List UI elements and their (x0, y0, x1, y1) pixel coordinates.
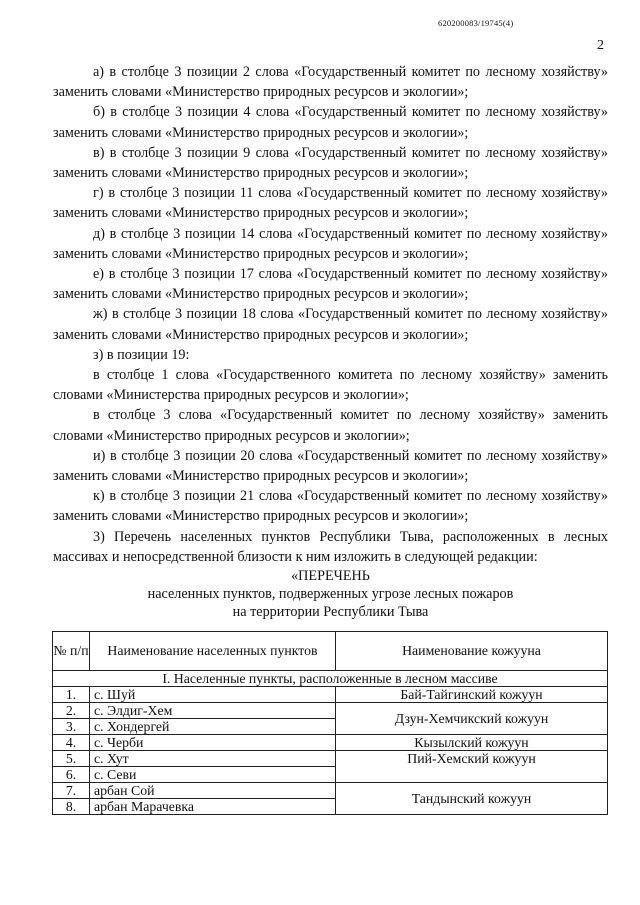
settlement-name: с. Черби (90, 735, 336, 751)
settlement-name: с. Хондергей (90, 719, 336, 735)
table-row (53, 783, 608, 799)
kozhuun-name: Бай-Тайгинский кожуун (336, 687, 608, 703)
title-line-3: на территории Республики Тыва (232, 604, 429, 620)
paragraph-v: в) в столбце 3 позиции 9 слова «Государственный комитет по лесному хозяйству» заменить словами «Министерство природных ресурсов и экологии»; (53, 144, 608, 182)
row-number: 5. (53, 751, 90, 767)
row-number: 6. (53, 767, 90, 783)
row-number: 3. (53, 719, 90, 735)
paragraph-k: к) в столбце 3 позиции 21 слова «Государственный комитет по лесному хозяйству» заменить словами «Министерство природных ресурсов и экологии»; (53, 488, 608, 525)
paragraph-3: 3) Перечень населенных пунктов Республики Тыва, расположенных в лесных массивах и непосредственной близости к ним изложить в следующей редакции: (53, 528, 608, 565)
row-number: 7. (53, 783, 90, 799)
paragraph-b: б) в столбце 3 позиции 4 слова «Государственный комитет по лесному хозяйству» заменить словами «Министерство природных ресурсов и экологии»; (53, 104, 608, 141)
paragraph-g: г) в столбце 3 позиции 11 слова «Государственный комитет по лесному хозяйству» заменить словами «Министерство природных ресурсов и экологии»; (53, 185, 608, 222)
row-number: 2. (53, 703, 90, 719)
kozhuun-name: Пий-Хемский кожуун (336, 751, 608, 783)
paragraph-a: а) в столбце 3 позиции 2 слова «Государственный комитет по лесному хозяйству» заменить словами «Министерство природных ресурсов и экологии»; (53, 64, 608, 101)
settlement-name: с. Севи (90, 767, 336, 783)
section-title: I. Населенные пункты, расположенные в лесном массиве (53, 671, 608, 687)
paragraph-z-column1: в столбце 1 слова «Государственного комитета по лесному хозяйству» заменить словами «Министерства природных ресурсов и экологии»; (53, 367, 608, 404)
settlement-name: арбан Сой (90, 783, 336, 799)
paragraph-e: е) в столбце 3 позиции 17 слова «Государственный комитет по лесному хозяйству» заменить словами «Министерство природных ресурсов и экологии»; (53, 266, 608, 303)
section-row (53, 671, 608, 687)
row-number: 4. (53, 735, 90, 751)
header-kozhuun: Наименование кожууна (336, 632, 608, 671)
header-settlement: Наименование населенных пунктов (90, 632, 336, 671)
title-line-2: населенных пунктов, подверженных угрозе лесных пожаров (147, 586, 514, 602)
settlement-name: с. Шуй (90, 687, 336, 703)
list-title (53, 567, 608, 621)
settlement-name: с. Элдиг-Хем (90, 703, 336, 719)
amendments-text (53, 62, 608, 567)
settlement-name: арбан Марачевка (90, 799, 336, 815)
paragraph-d: д) в столбце 3 позиции 14 слова «Государственный комитет по лесному хозяйству» заменить словами «Министерство природных ресурсов и экологии»; (53, 225, 608, 262)
title-line-1: «ПЕРЕЧЕНЬ (291, 568, 370, 584)
row-number: 8. (53, 799, 90, 815)
paragraph-zh: ж) в столбце 3 позиции 18 слова «Государственный комитет по лесному хозяйству» заменить словами «Министерство природных ресурсов и экологии»; (53, 306, 608, 343)
paragraph-z: з) в позиции 19: (93, 346, 190, 363)
table-row (53, 735, 608, 751)
header-number: № п/п (53, 632, 90, 671)
table-row (53, 751, 608, 767)
table-row (53, 703, 608, 719)
kozhuun-name: Дзун-Хемчикский кожуун (336, 703, 608, 735)
settlements-table (52, 631, 608, 815)
document-id: 620200083/19745(4) (438, 18, 514, 28)
row-number: 1. (53, 687, 90, 703)
paragraph-z-column3: в столбце 3 слова «Государственный комитет по лесному хозяйству» заменить словами «Министерство природных ресурсов и экологии»; (53, 407, 608, 444)
kozhuun-name: Тандынский кожуун (336, 783, 608, 815)
table-row (53, 687, 608, 703)
paragraph-i: и) в столбце 3 позиции 20 слова «Государственный комитет по лесному хозяйству» заменить словами «Министерство природных ресурсов и экологии»; (53, 447, 608, 485)
page-number: 2 (597, 38, 604, 53)
kozhuun-name: Кызылский кожуун (336, 735, 608, 751)
table-header-row (53, 632, 608, 671)
settlement-name: с. Хут (90, 751, 336, 767)
